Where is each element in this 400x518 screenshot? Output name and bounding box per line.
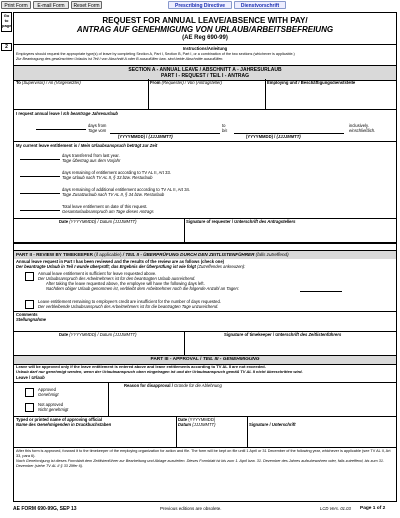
end-date-format-de: (JJJJMMTT) bbox=[276, 134, 301, 139]
carried-days-input[interactable] bbox=[20, 159, 60, 160]
approval-signature-en: Signature / bbox=[249, 422, 272, 427]
go-to-page-label bbox=[1, 12, 12, 32]
remaining-label: days remaining of entitlement according to TV AL II, Art 33. bbox=[62, 170, 171, 175]
sig-requester-de: Unterschrift des Antragstellers bbox=[234, 219, 296, 224]
page-2-link[interactable]: 2 bbox=[1, 43, 12, 51]
dienstvorschrift-button[interactable]: Dienstvorschrift bbox=[234, 1, 286, 9]
requester-date-format: (YYYYMMDD) / Datum (JJJJMMTT) bbox=[69, 219, 137, 224]
leave-decision-label bbox=[16, 375, 45, 380]
unit-label: Employing unit / Beschäftigungsdienststelle bbox=[267, 80, 356, 85]
opt1-de: Der Urlaubsanspruch des Arbeitnehmers ist für den beantragten Urlaub ausreichend. bbox=[38, 276, 196, 281]
to-label bbox=[16, 80, 81, 85]
sig-requester-label bbox=[186, 219, 295, 224]
to-label-en: To bbox=[16, 80, 21, 85]
page-number: Page 1 of 2 bbox=[360, 506, 386, 511]
from-label bbox=[150, 80, 222, 85]
not-approved-checkbox[interactable] bbox=[25, 403, 34, 412]
part-2-title-en: PART II - REVIEW BY TIMEKEEPER bbox=[16, 252, 93, 257]
start-date-format-de: (JJJJMMTT) bbox=[148, 134, 173, 139]
section-a-title: SECTION A - ANNUAL LEAVE / ABSCHNITT A - JAHRESURLAUB bbox=[128, 67, 282, 73]
lcd-version: LCD Vers. 01.03 bbox=[320, 506, 351, 511]
instructions-de: Zur Beantragung des gewünschten Urlaubs ist Teil I von Abschnitt A oder B auszufüllen bzw. sind beide Abschnitte auszufüllen. bbox=[16, 57, 224, 61]
request-leave-label bbox=[16, 111, 118, 116]
sufficient-checkbox[interactable] bbox=[25, 272, 34, 281]
inclusively-label: inclusively. bbox=[349, 123, 369, 128]
reason-label-en: Reason for disapproval / bbox=[124, 383, 175, 388]
days-left-input[interactable] bbox=[300, 291, 342, 292]
from-label-de: (Requester) / Von (Antragsteller) bbox=[161, 80, 222, 85]
to-label-de: (Supervisor) / An (Vorgesetzter) bbox=[21, 80, 81, 85]
form-title-de: ANTRAG AUF GENEHMIGUNG VON URLAUB/ARBEITSBEFREIUNG bbox=[76, 25, 334, 34]
filing-instructions-de: Nach Genehmigung ist dieses Formblatt dem Zeitlistenführer zur Bearbeitung und Ablage zuzuleiten. Dieses Formblatt ist bis zum 1. April bzw. 31. Dezember des Jahres aufzubewahren oder, falls zutreffend, bis zum 31. Dezember (siehe TV AL II § 33 Ziffer 6). bbox=[16, 459, 384, 468]
approval-date-de: Datum bbox=[178, 422, 192, 427]
prescribing-directive-button[interactable]: Prescribing Directive bbox=[168, 1, 232, 9]
typed-name-label-de: Name des Genehmigenden in Druckbuchstaben bbox=[16, 422, 112, 427]
remaining-days-input[interactable] bbox=[20, 176, 60, 177]
end-date-format-en: (YYYYMMDD) bbox=[246, 134, 273, 139]
from-label-en: From bbox=[150, 80, 161, 85]
approving-official-name-input[interactable] bbox=[16, 428, 174, 446]
approval-signature-field[interactable] bbox=[249, 428, 394, 446]
timekeeper-date-format: (YYYYMMDD) / Datum (JJJJMMTT) bbox=[69, 332, 137, 337]
approved-checkbox[interactable] bbox=[25, 388, 34, 397]
sig-timekeeper-en: Signature of timekeeper / bbox=[224, 332, 276, 337]
filing-instructions-en: After this form is approved, forward it to the timekeeper of the employing organization for action and file. The form will be kept on file until 1 April or 31 December of the following year, whichever is applicable (see TV AL II, Art 33, para 6). bbox=[16, 449, 391, 458]
insufficient-checkbox[interactable] bbox=[25, 300, 34, 309]
additional-label: days remaining of additional entitlement according to TV AL II, Art 34. bbox=[62, 187, 191, 192]
timekeeper-date-label bbox=[59, 332, 136, 337]
requester-date-input[interactable] bbox=[16, 225, 182, 241]
leave-label-en: Leave / bbox=[16, 375, 32, 380]
previous-editions: Previous editions are obsolete. bbox=[160, 506, 222, 511]
end-date-format: (YYYYMMDD) / (JJJJMMTT) bbox=[246, 134, 301, 139]
tage-vom-label: Tage vom bbox=[88, 128, 107, 133]
entitlement-label-en: My current leave entitlement is / bbox=[16, 143, 81, 148]
part-2-lead-en: Annual leave request in Part I has been reviewed and the results of the review are as follows (check one) bbox=[16, 259, 225, 264]
opt2-en: Leave entitlement remaining to employee's credit are insufficient for the number of days requested. bbox=[38, 299, 221, 304]
remaining-label-de: Tage Urlaub nach TV AL II, § 33 bzw. Resturlaub bbox=[62, 175, 153, 180]
approval-date-format-en: (YYYYMMDD) bbox=[188, 417, 216, 422]
instructions-en: Employees should request the appropriate type(s) of leave by completing Section A, Part I, Section B, Part I, or a combination of the two sections (whichever is applicable.) bbox=[16, 52, 295, 56]
opt2-de: Der verbleibende Urlaubsanspruch des Arbeitnehmers ist für die beantragten Tage unzureichend. bbox=[38, 304, 219, 309]
form-regulation: (AE Reg 690-99) bbox=[182, 35, 228, 41]
carried-label-de: Tage Übertrag aus dem Vorjahr bbox=[62, 158, 121, 163]
start-date-format-en: (YYYYMMDD) bbox=[118, 134, 145, 139]
part-3-lead-de: Urlaub darf nur genehmigt werden, wenn der Urlaubsanspruch oben eingetragen ist und der Urlaubsanspruch gemäß TV AL II nicht überschritten wird. bbox=[16, 369, 303, 374]
section-a-header bbox=[14, 65, 396, 81]
comments-label: Comments bbox=[16, 312, 38, 317]
leave-request-form bbox=[13, 12, 397, 502]
part-3-title bbox=[14, 357, 396, 362]
reason-label bbox=[124, 383, 222, 388]
part-3-title-de: TEIL III - GENEHMIGUNG bbox=[202, 357, 260, 362]
total-label: Total leave entitlement on date of this request. bbox=[62, 204, 148, 209]
start-date-format: (YYYYMMDD) / (JJJJMMTT) bbox=[118, 134, 173, 139]
part-2-lead-de-text: Der beantragte Urlaub in Teil I wurde überprüft; das Ergebnis der Überprüfung ist wie folgt bbox=[16, 264, 196, 269]
leave-days-input[interactable] bbox=[36, 129, 86, 130]
carried-label: days transferred from last year. bbox=[62, 153, 120, 158]
comments-label-de: Stellungnahme bbox=[16, 317, 47, 322]
additional-days-input[interactable] bbox=[20, 193, 60, 194]
part-2-lead-de-tail: (Zutreffendes ankreuzen): bbox=[195, 264, 246, 269]
approval-signature-label bbox=[249, 422, 296, 427]
einschliesslich-label: einschließlich. bbox=[349, 128, 376, 133]
part-2-title-app: (if applicable) bbox=[92, 252, 123, 257]
timekeeper-date-label-en: Date bbox=[59, 332, 69, 337]
total-days-input[interactable] bbox=[20, 210, 60, 211]
reason-label-de: Gründe für die Ablehnung bbox=[174, 383, 222, 388]
go-to-page-text: Go to page bbox=[2, 13, 12, 28]
opt1-en: Annual leave entitlement is sufficient for leave requested above. bbox=[38, 271, 157, 276]
approval-date-input[interactable] bbox=[178, 428, 245, 446]
section-a-part1: PART I - REQUEST / TEIL I - ANTRAG bbox=[161, 73, 249, 79]
approval-date-en: Date bbox=[178, 417, 188, 422]
email-form-button[interactable]: E-mail Form bbox=[33, 1, 69, 9]
part-3-title-en: PART III - APPROVAL / bbox=[150, 357, 203, 362]
part-2-lead-de bbox=[16, 264, 245, 269]
opt1-sub-de: Nachdem obiger Urlaub genommen ist, verbleibt dem Arbeitnehmer noch die folgende Anzahl an Tagen: bbox=[46, 286, 239, 291]
toolbar bbox=[0, 1, 400, 10]
sig-timekeeper-label bbox=[224, 332, 341, 337]
part-2-title-de: / TEIL II - ÜBERPRÜFUNG DURCH DEN ZEITLISTENFÜHRER bbox=[122, 252, 255, 257]
requester-signature-field[interactable] bbox=[186, 225, 394, 241]
part-3-lead-en: Leave will be approved only if the leave entitlement is entered above and leave entitlements according to TV AL II are not exceeded. bbox=[16, 364, 266, 369]
comments-input[interactable] bbox=[16, 323, 394, 330]
instructions-title: Instructions/Anleitung bbox=[182, 46, 228, 51]
request-label-de: Ich beantrage Jahresurlaub bbox=[63, 111, 118, 116]
part-2-header bbox=[14, 250, 396, 259]
requester-date-label-en: Date bbox=[59, 219, 69, 224]
not-approved-label-de: Nicht genehmigt bbox=[38, 407, 69, 412]
employing-unit-input[interactable] bbox=[267, 87, 395, 107]
disapproval-reason-input[interactable] bbox=[110, 389, 394, 415]
entitlement-label bbox=[16, 143, 157, 148]
approval-signature-de: Unterschrift bbox=[271, 422, 296, 427]
reset-form-button[interactable]: Reset Form bbox=[71, 1, 102, 9]
not-approved-label: Not approved bbox=[38, 402, 64, 407]
part-2-title bbox=[16, 252, 289, 257]
days-from-label: days from bbox=[88, 123, 107, 128]
from-requester-input[interactable] bbox=[150, 87, 263, 107]
to-date-label: to bbox=[222, 123, 226, 128]
typed-name-label: Typed or printed name of approving official bbox=[16, 417, 103, 422]
timekeeper-date-input[interactable] bbox=[16, 338, 182, 354]
total-label-de: Gesamturlaubsanspruch am Tage dieses Antrags bbox=[62, 209, 154, 214]
approval-date-format-de: (JJJJMMTT) bbox=[192, 422, 216, 427]
additional-label-de: Tage Zusatzurlaub nach TV AL II, § 34 bzw. Resturlaub bbox=[62, 192, 165, 197]
request-label-en: I request annual leave / bbox=[16, 111, 64, 116]
requester-date-label bbox=[59, 219, 136, 224]
sig-timekeeper-de: Unterschrift des Zeitlistenführers bbox=[275, 332, 342, 337]
approved-label-de: Genehmigt bbox=[38, 392, 59, 397]
approval-date-label-de bbox=[178, 422, 215, 427]
sig-requester-en: Signature of requester / bbox=[186, 219, 235, 224]
form-title-en: REQUEST FOR ANNUAL LEAVE/ABSENCE WITH PAY/ bbox=[102, 16, 308, 25]
part-2-title-de-app: (falls zutreffend) bbox=[254, 252, 289, 257]
opt1-sub-en: After taking the leave requested above, the employee will have the following days left. bbox=[46, 281, 205, 286]
approved-label: Approved bbox=[38, 387, 56, 392]
print-form-button[interactable]: Print Form bbox=[1, 1, 31, 9]
to-supervisor-input[interactable] bbox=[16, 87, 146, 107]
leave-label-de: Urlaub bbox=[31, 375, 45, 380]
entitlement-label-de: Mein Urlaubsanspruch beträgt zur Zeit bbox=[80, 143, 158, 148]
timekeeper-signature-field[interactable] bbox=[186, 338, 394, 354]
form-number: AE FORM 690-99G, SEP 13 bbox=[13, 506, 77, 512]
bis-label: bis bbox=[222, 128, 228, 133]
